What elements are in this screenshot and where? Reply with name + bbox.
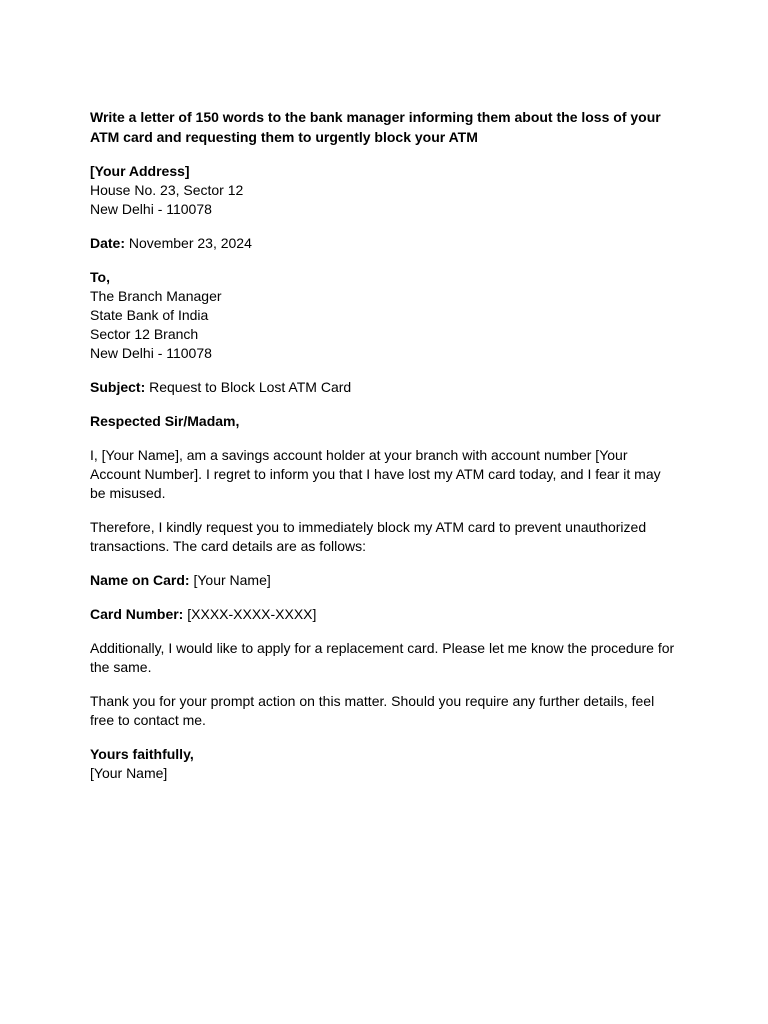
body-paragraph-2: Therefore, I kindly request you to immediately block my ATM card to prevent unauthorized transactions. The card details are as follows: [90,519,647,554]
subject-label: Subject: [90,379,146,395]
sender-address-line-2: New Delhi - 110078 [90,201,212,217]
body-paragraph-3: Additionally, I would like to apply for a replacement card. Please let me know the procedure for the same. [90,640,675,675]
closing [90,745,680,783]
date-label: Date: [90,235,126,251]
sender-address-line-1: House No. 23, Sector 12 [90,182,244,198]
document-heading: Write a letter of 150 words to the bank manager informing them about the loss of your ATM card and requesting them to urgently block your ATM [90,109,661,145]
card-number-value: [XXXX-XXXX-XXXX] [187,606,317,622]
recipient-line-4: New Delhi - 110078 [90,345,212,361]
recipient-line-1: The Branch Manager [90,288,222,304]
closing-name: [Your Name] [90,765,168,781]
body-paragraph-4: Thank you for your prompt action on this matter. Should you require any further details, feel free to contact me. [90,693,655,728]
letter-content [90,107,680,798]
date-line [90,234,680,253]
salutation: Respected Sir/Madam, [90,413,240,429]
sender-address [90,162,680,219]
subject-line [90,378,680,397]
recipient-line-2: State Bank of India [90,307,209,323]
date-value: November 23, 2024 [128,235,252,251]
name-on-card-value: [Your Name] [193,572,271,588]
recipient-line-3: Sector 12 Branch [90,326,199,342]
name-on-card-line [90,571,680,590]
recipient-to-label: To, [90,269,110,285]
card-number-label: Card Number: [90,606,184,622]
card-number-line [90,605,680,624]
subject-value: Request to Block Lost ATM Card [149,379,352,395]
body-paragraph-1: I, [Your Name], am a savings account holder at your branch with account number [Your Account Number]. I regret to inform you that I have lost my ATM card today, and I fear it may be misused. [90,447,661,501]
recipient-address [90,268,680,363]
closing-label: Yours faithfully, [90,746,194,762]
sender-address-label: [Your Address] [90,163,190,179]
name-on-card-label: Name on Card: [90,572,190,588]
